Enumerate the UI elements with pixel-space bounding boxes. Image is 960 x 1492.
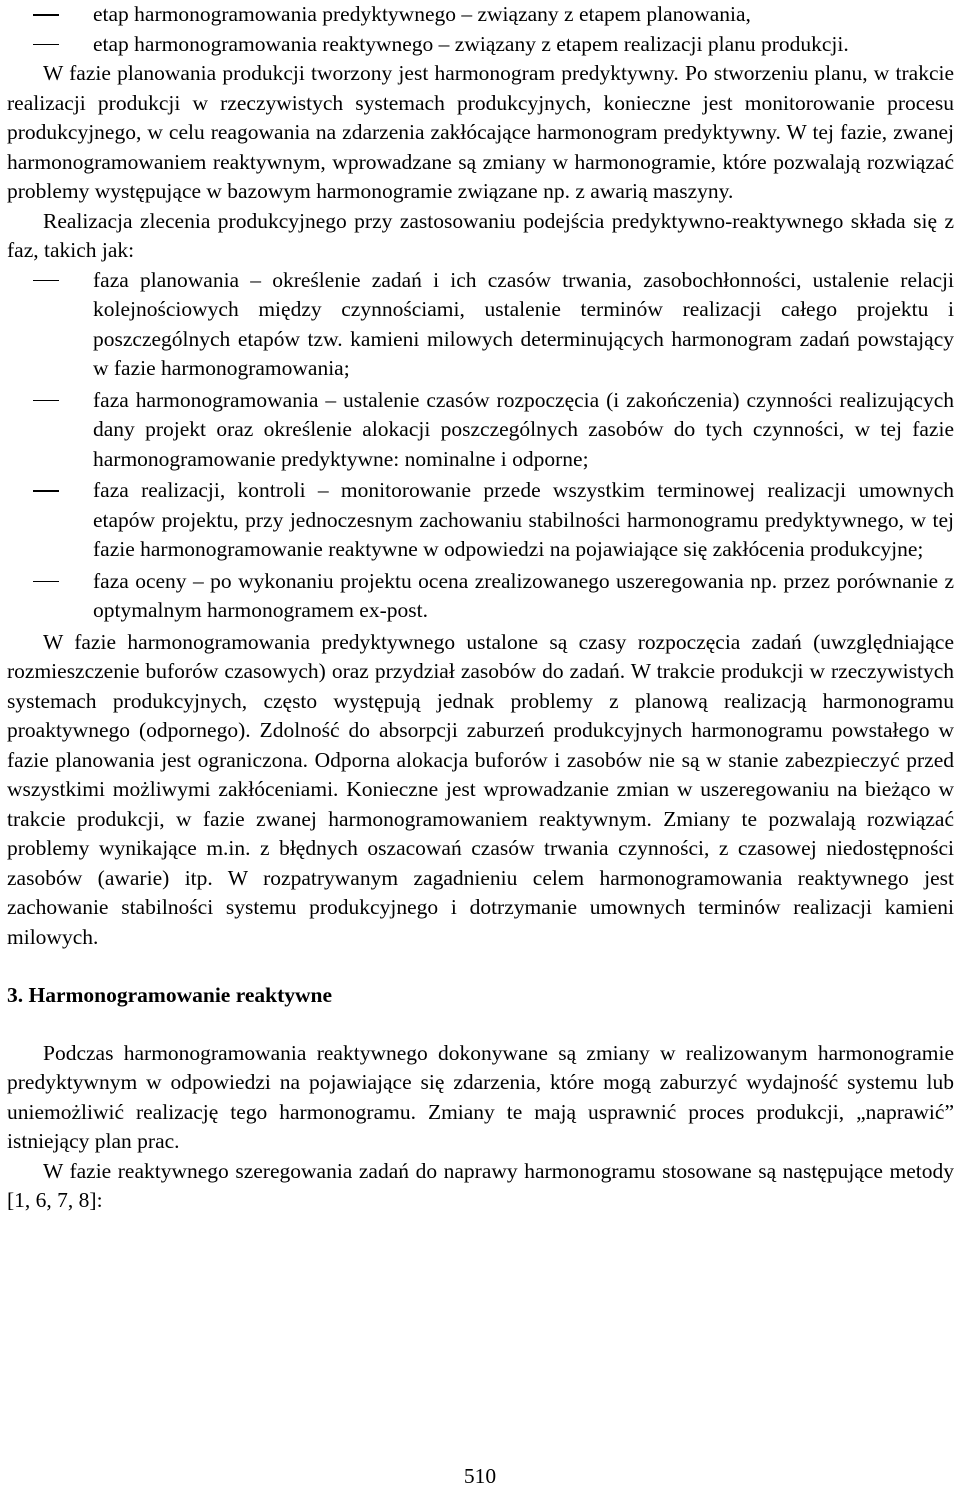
list-item [7, 0, 954, 30]
list-item [7, 476, 954, 565]
list-item-text: faza realizacji, kontroli – monitorowanie przede wszystkim terminowej realizacji umownych etapów projektu, przy jednoczesnym zachowaniu stabilności harmonogramu predyktywnego, w tej fazie harmonogramowanie reaktywne w odpowiedzi na pojawiające się zakłócenia produkcyjne; [93, 478, 954, 561]
dash-bullet [33, 280, 59, 282]
list-item [7, 386, 954, 475]
stage-list [7, 0, 954, 59]
phase-list [7, 266, 954, 626]
dash-bullet [33, 44, 59, 46]
list-item-text: faza harmonogramowania – ustalenie czasów rozpoczęcia (i zakończenia) czynności realizujących dany projekt oraz określenie alokacji poszczególnych zasobów do tych czynności, w tej fazie harmonogramowanie predyktywne: nominalne i odporne; [93, 387, 954, 471]
spacer [7, 952, 954, 981]
page-number: 510 [463, 1464, 497, 1488]
dash-bullet [33, 400, 59, 402]
paragraph: Realizacja zlecenia produkcyjnego przy zastosowaniu podejścia predyktywno-reaktywnego składa się z faz, takich jak: [7, 208, 954, 262]
list-item [7, 30, 954, 60]
document-page [7, 0, 954, 1216]
paragraph: Podczas harmonogramowania reaktywnego dokonywane są zmiany w realizowanym harmonogramie predyktywnym w odpowiedzi na pojawiające się zdarzenia, które mogą zaburzyć wydajność systemu lub uniemożliwić realizację tego harmonogramu. Zmiany te mają usprawnić proces produkcji, „naprawić” istniejący plan prac. [7, 1040, 954, 1153]
list-item-text: etap harmonogramowania reaktywnego – związany z etapem realizacji planu produkcji. [93, 31, 849, 56]
paragraph: W fazie harmonogramowania predyktywnego ustalone są czasy rozpoczęcia zadań (uwzględniające rozmieszczenie buforów czasowych) oraz przydział zasobów do zadań. W trakcie produkcji w rzeczywistych systemach produkcyjnych, często występują jednak problemy z planową realizacją harmonogramu proaktywnego (odpornego). Zdolność do absorpcji zaburzeń produkcyjnych harmonogramu powstałego w fazie planowania jest ograniczona. Odporna alokacja buforów i zasobów nie są w stanie zabezpieczyć przed wszystkimi możliwymi zakłóceniami. Konieczne jest wprowadzanie zmian w uszeregowaniu na bieżąco w trakcie produkcji, w fazie zwanej harmonogramowaniem reaktywnym. Zmiany te pozwalają rozwiązać problemy wynikające m.in. z błędnych oszacowań czasów trwania czynności, z czasowej niedostępności zasobów (awarie) itp. W rozpatrywanym zagadnieniu celem harmonogramowania reaktywnego jest zachowanie stabilności systemu produkcyjnego i dotrzymanie umownych terminów realizacji kamieni milowych. [7, 629, 954, 949]
spacer [7, 1011, 954, 1039]
list-item-text: faza oceny – po wykonaniu projektu ocena zrealizowanego uszeregowania np. przez porównanie z optymalnym harmonogramem ex-post. [93, 568, 954, 622]
list-item-text: etap harmonogramowania predyktywnego – związany z etapem planowania, [93, 2, 751, 26]
dash-bullet [33, 581, 59, 583]
paragraph: W fazie planowania produkcji tworzony jest harmonogram predyktywny. Po stworzeniu planu, w trakcie realizacji produkcji w rzeczywistych systemach produkcyjnych, konieczne jest monitorowanie procesu produkcyjnego, w celu reagowania na zdarzenia zakłócające harmonogram predyktywny. W tej fazie, zwanej harmonogramowaniem reaktywnym, wprowadzane są zmiany w harmonogramie, które pozwalają rozwiązać problemy występujące w bazowym harmonogramie związane np. z awarią maszyny. [7, 61, 954, 203]
list-item-text: faza planowania – określenie zadań i ich czasów trwania, zasobochłonności, ustalenie relacji kolejnościowych między czynnościami, ustalenie terminów realizacji całego projektu i poszczególnych etapów tzw. kamieni milowych determinujących harmonogram zadań powstający w fazie harmonogramowania; [93, 267, 954, 380]
paragraph: W fazie reaktywnego szeregowania zadań do naprawy harmonogramu stosowane są następujące metody [1, 6, 7, 8]: [7, 1158, 954, 1212]
dash-bullet [33, 14, 59, 16]
section-heading: 3. Harmonogramowanie reaktywne [7, 983, 333, 1007]
dash-bullet [33, 490, 59, 492]
list-item [7, 266, 954, 384]
list-item [7, 567, 954, 626]
